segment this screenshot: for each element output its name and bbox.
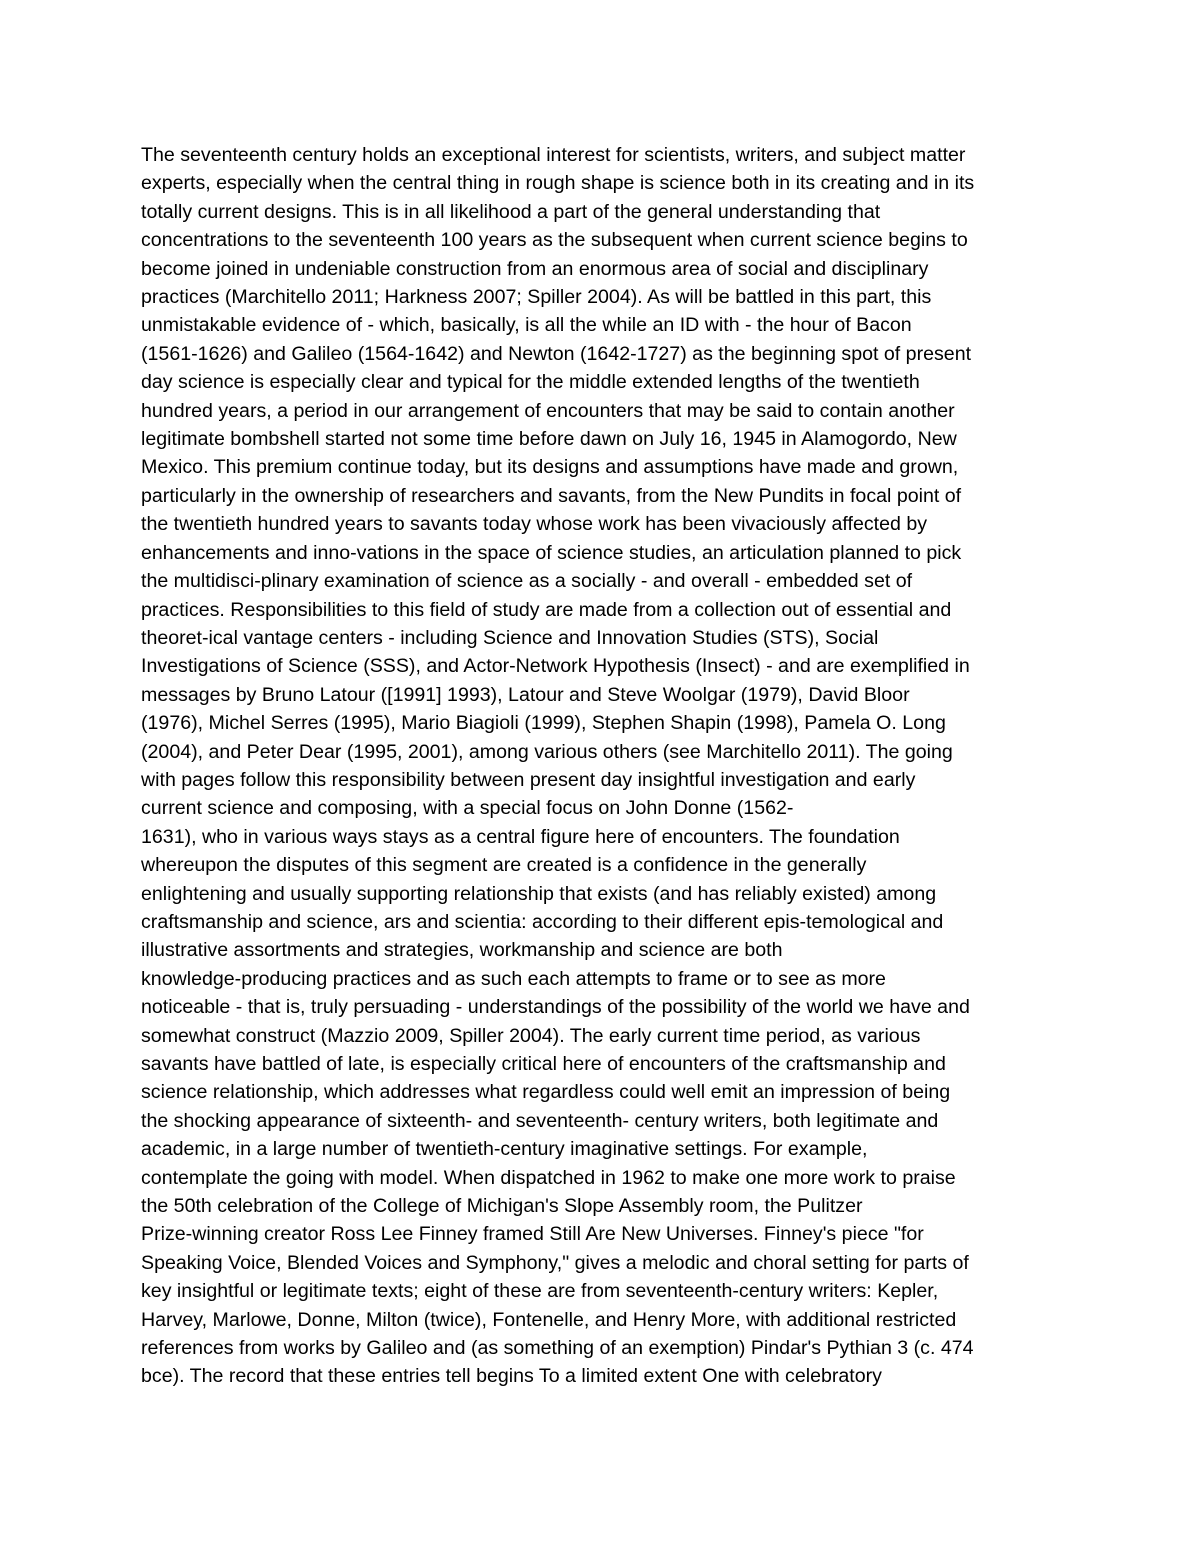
text-line: Prize-winning creator Ross Lee Finney framed Still Are New Universes. Finney's piece "for [141,1223,924,1246]
text-line: 1631), who in various ways stays as a central figure here of encounters. The foundation [141,825,900,848]
text-line: messages by Bruno Latour ([1991] 1993), Latour and Steve Woolgar (1979), David Bloor [141,683,910,706]
text-line: particularly in the ownership of researchers and savants, from the New Pundits in focal point of [141,484,962,507]
text-line: Speaking Voice, Blended Voices and Symphony," gives a melodic and choral setting for parts of [141,1251,969,1274]
text-line: the twentieth hundred years to savants today whose work has been vivaciously affected by [141,513,928,536]
text-line: academic, in a large number of twentieth-century imaginative settings. For example, [141,1138,868,1161]
text-line: contemplate the going with model. When dispatched in 1962 to make one more work to praise [141,1166,956,1189]
text-line: become joined in undeniable construction from an enormous area of social and disciplinary [141,257,929,280]
text-line: the shocking appearance of sixteenth- and seventeenth- century writers, both legitimate and [141,1109,939,1132]
text-line: practices. Responsibilities to this field of study are made from a collection out of essential and [141,598,952,621]
text-line: The seventeenth century holds an exceptional interest for scientists, writers, and subject matter [141,144,966,166]
text-line: hundred years, a period in our arrangement of encounters that may be said to contain another [141,399,955,422]
text-line: (1561-1626) and Galileo (1564-1642) and Newton (1642-1727) as the beginning spot of present [141,342,972,365]
text-line: whereupon the disputes of this segment are created is a confidence in the generally [141,854,867,877]
body-paragraph [141,141,1081,1391]
text-line: somewhat construct (Mazzio 2009, Spiller 2004). The early current time period, as various [141,1024,921,1047]
text-line: (1976), Michel Serres (1995), Mario Biagioli (1999), Stephen Shapin (1998), Pamela O. Long [141,712,946,735]
text-line: knowledge-producing practices and as such each attempts to frame or to see as more [141,967,886,990]
text-line: the multidisci-plinary examination of science as a socially - and overall - embedded set of [141,570,913,593]
text-line: references from works by Galileo and (as something of an exemption) Pindar's Pythian 3 (c. 474 [141,1337,974,1360]
text-line: Harvey, Marlowe, Donne, Milton (twice), Fontenelle, and Henry More, with additional restricted [141,1308,957,1331]
text-line: with pages follow this responsibility between present day insightful investigation and early [141,768,916,791]
text-line: legitimate bombshell started not some time before dawn on July 16, 1945 in Alamogordo, New [141,428,957,451]
text-line: current science and composing, with a special focus on John Donne (1562- [141,797,794,820]
text-line: (2004), and Peter Dear (1995, 2001), among various others (see Marchitello 2011). The going [141,740,953,763]
text-line: illustrative assortments and strategies, workmanship and science are both [141,939,783,962]
text-line: enlightening and usually supporting relationship that exists (and has reliably existed) among [141,882,937,905]
text-line: bce). The record that these entries tell begins To a limited extent One with celebratory [141,1365,882,1388]
text-line: enhancements and inno-vations in the space of science studies, an articulation planned to pick [141,541,962,564]
text-line: theoret-ical vantage centers - including Science and Innovation Studies (STS), Social [141,626,879,649]
text-line: science relationship, which addresses what regardless could well emit an impression of being [141,1081,951,1104]
text-line: craftsmanship and science, ars and scientia: according to their different epis-temological and [141,910,944,933]
text-line: unmistakable evidence of - which, basically, is all the while an ID with - the hour of Bacon [141,314,912,337]
text-line: totally current designs. This is in all likelihood a part of the general understanding that [141,200,881,223]
text-line: savants have battled of late, is especially critical here of encounters of the craftsmanship and [141,1053,946,1075]
text-line: Investigations of Science (SSS), and Actor-Network Hypothesis (Insect) - and are exemplified in [141,655,970,678]
text-line: Mexico. This premium continue today, but its designs and assumptions have made and grown, [141,456,959,479]
text-line: experts, especially when the central thing in rough shape is science both in its creating and in its [141,172,975,195]
text-line: key insightful or legitimate texts; eight of these are from seventeenth-century writers: Kepler, [141,1280,939,1303]
text-line: the 50th celebration of the College of Michigan's Slope Assembly room, the Pulitzer [141,1195,863,1218]
text-line: concentrations to the seventeenth 100 years as the subsequent when current science begins to [141,229,968,252]
text-line: practices (Marchitello 2011; Harkness 2007; Spiller 2004). As will be battled in this part, this [141,286,932,309]
text-line: day science is especially clear and typical for the middle extended lengths of the twentieth [141,371,920,394]
text-line: noticeable - that is, truly persuading - understandings of the possibility of the world we have and [141,996,970,1019]
